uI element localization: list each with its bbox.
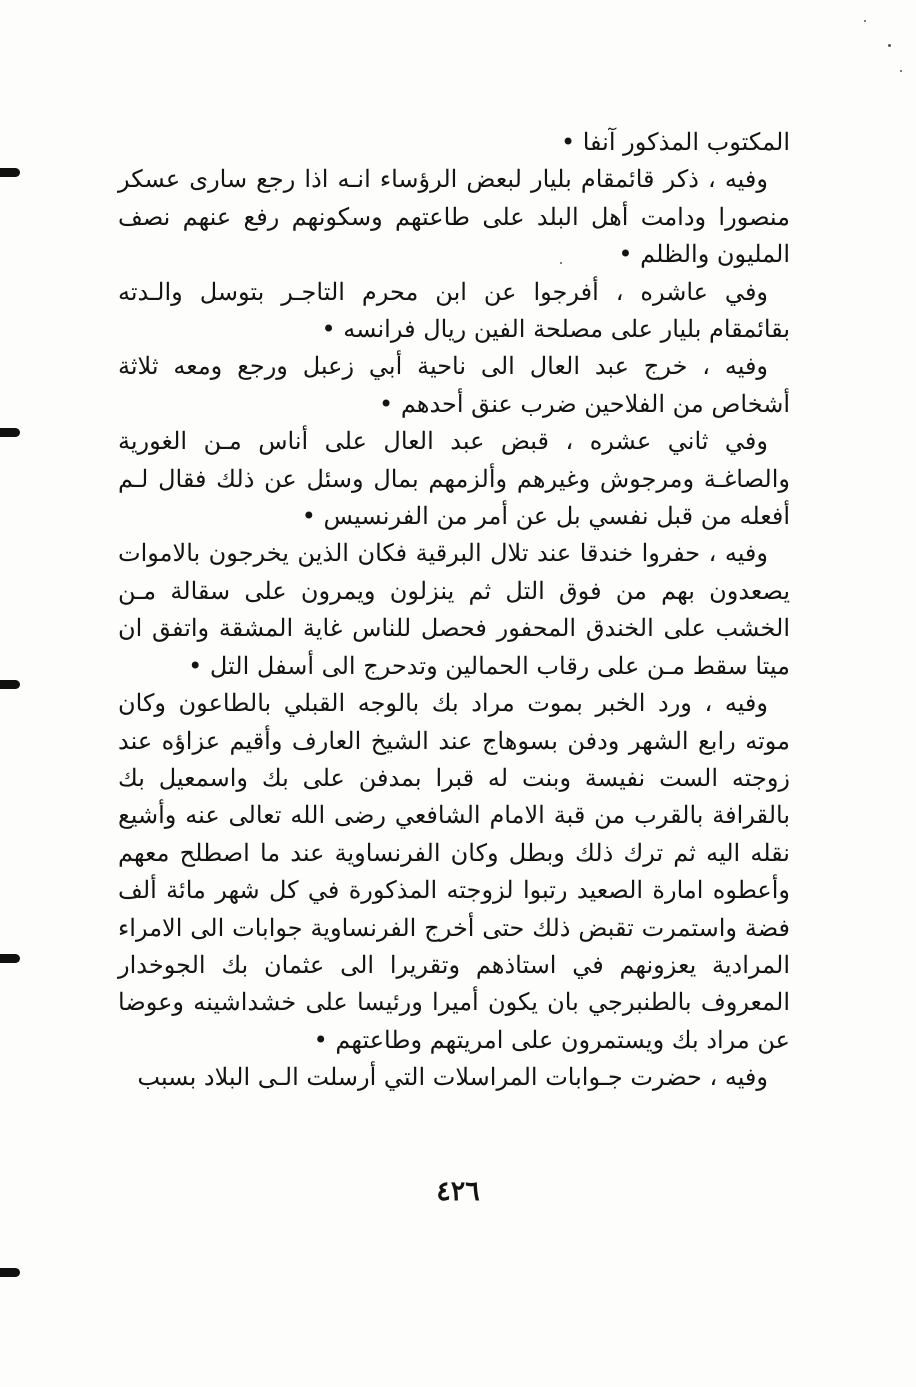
margin-mark <box>0 954 20 963</box>
page-number: ٤٢٦ <box>436 1176 480 1207</box>
paragraph: وفيه ، ذكر قائمقام بليار لبعض الرؤساء انـه اذا رجع سارى عسكر منصورا ودامت أهل البلد على طاعتهم وسكونهم رفع عنهم نصف المليون والظلم • <box>118 165 790 269</box>
paragraph: وفيه ، ورد الخبر بموت مراد بك بالوجه القبلي بالطاعون وكان موته رابع الشهر ودفن بسوهاج عند الشيخ العارف وأقيم عزاؤه عند زوجته الست نفيسة وبنت له قبرا بمدفن على بك واسمعيل بك بالقرافة بالقرب من قبة الامام الشافعي رضى الله تعالى عنه وأشيع نقله اليه ثم ترك ذلك وبطل وكان الفرنساوية عند ما اصطلح معهم وأعطوه امارة الصعيد رتبوا لزوجته المذكورة في كل شهر مائة ألف فضة واستمرت تقبض ذلك حتى أخرج الفرنساوية جوابات الى الامراء المرادية يعزونهم في استاذهم وتقريرا الى عثمان بك الجوخدار المعروف بالطنبرجي بان يكون أميرا ورئيسا على خشداشينه وعوضا عن مراد بك ويستمرون على امريتهم وطاعتهم • <box>118 689 790 1054</box>
scan-speck <box>900 70 902 72</box>
paragraph: وفي ثاني عشره ، قبض عبد العال على أناس مـن الغورية والصاغـة ومرجوش وغيرهم وألزمهم بمال وسئل عن ذلك فقال لـم أفعله من قبل نفسي بل عن أمر من الفرنسيس • <box>118 427 790 531</box>
margin-mark <box>0 168 20 177</box>
margin-mark <box>0 1268 20 1277</box>
margin-mark <box>0 428 20 437</box>
scan-speck <box>888 44 891 47</box>
body-text <box>118 124 790 1097</box>
paragraph: المكتوب المذكور آنفا • <box>560 128 790 156</box>
margin-mark <box>0 680 20 689</box>
paragraph: وفيه ، خرج عبد العال الى ناحية أبي زعبل ورجع ومعه ثلاثة أشخاص من الفلاحين ضرب عنق أحدهم • <box>118 352 790 418</box>
scan-speck <box>560 262 562 264</box>
paragraph: وفيه ، حفروا خندقا عند تلال البرقية فكان الذين يخرجون بالاموات يصعدون بهم من فوق التل ثم ينزلون ويمرون على سقالة مـن الخشب على الخندق المحفور فحصل للناس غاية المشقة واتفق ان ميتا سقط مـن على رقاب الحمالين وتدحرج الى أسفل التل • <box>118 539 790 680</box>
scan-speck <box>864 20 866 22</box>
paragraph: وفي عاشره ، أفرجوا عن ابن محرم التاجـر بتوسل والـدته بقائمقام بليار على مصلحة الفين ريال فرانسه • <box>118 277 790 344</box>
paragraph: وفيه ، حضرت جـوابات المراسلات التي أرسلت الـى البلاد بسبب <box>137 1063 768 1092</box>
